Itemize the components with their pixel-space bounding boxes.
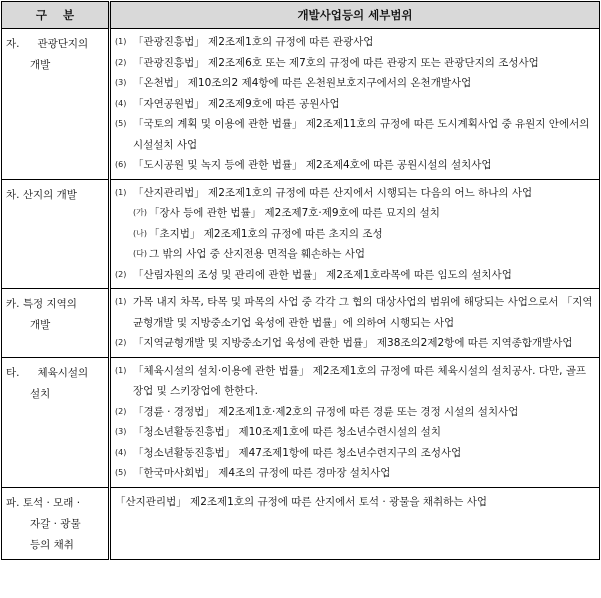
- item-number: (1): [115, 297, 127, 306]
- list-item: [115, 94, 595, 115]
- category-letter: 차.: [6, 188, 20, 201]
- list-item: [115, 443, 595, 464]
- category-label: 특정 지역의: [22, 298, 77, 310]
- list-item: [115, 402, 595, 423]
- category-label: 산지의 개발: [22, 188, 77, 201]
- category-cell: [2, 29, 110, 180]
- category-letter: 타.: [6, 366, 20, 379]
- item-number: (2): [115, 57, 127, 67]
- item-text: 「도시공원 및 녹지 등에 관한 법률」 제2조제4호에 따른 공원시설의 설치사업: [133, 159, 492, 171]
- category-cell: [2, 179, 110, 289]
- item-number: (2): [115, 338, 127, 347]
- item-number: (2): [115, 269, 127, 279]
- header-scope: 개발사업등의 세부범위: [110, 2, 600, 29]
- item-text: 「국토의 계획 및 이용에 관한 법률」 제2조제11호의 규정에 따른 도시계획사업 중 유원지 안에서의 시설설치 사업: [133, 118, 590, 151]
- item-text: 「체육시설의 설치·이용에 관한 법률」 제2조제1호의 규정에 따른 체육시설의 설치공사. 다만, 골프장업 및 스키장업에 한한다.: [133, 364, 587, 397]
- category-label-cont: 설치: [30, 387, 51, 400]
- item-text: 「산림자원의 조성 및 관리에 관한 법률」 제2조제1호라목에 따른 임도의 설치사업: [133, 268, 512, 281]
- scope-text: 「산지관리법」 제2조제1호의 규정에 따른 산지에서 토석 · 광물을 채취하는 사업: [115, 495, 488, 508]
- scope-cell: [110, 289, 600, 358]
- header-category: 구 분: [2, 2, 110, 29]
- item-text: 가목 내지 차목, 타목 및 파목의 사업 중 각각 그 협의 대상사업의 범위에 해당되는 사업으로서 「지역균형개발 및 지방중소기업 육성에 관한 법률」에 의하여 시행되는 사업: [133, 296, 593, 329]
- category-label-cont: 등의 채취: [30, 538, 74, 551]
- category-cell: [2, 487, 110, 559]
- list-item: [115, 155, 595, 176]
- table-row: [2, 179, 600, 289]
- development-scope-table: [1, 1, 600, 560]
- item-number: (5): [115, 119, 127, 128]
- item-text: 「한국마사회법」 제4조의 규정에 따른 경마장 설치사업: [133, 467, 391, 479]
- list-item: [115, 73, 595, 94]
- item-number: (2): [115, 406, 127, 416]
- category-label-cont: 개발: [30, 59, 51, 71]
- item-number: (나): [133, 228, 147, 238]
- category-cell: [2, 289, 110, 358]
- item-text: 「관광진흥법」 제2조제1호의 규정에 따른 관광사업: [133, 36, 374, 48]
- list-item: [115, 463, 595, 484]
- item-number: (3): [115, 78, 127, 87]
- item-number: (6): [115, 160, 127, 169]
- item-text: 「초지법」 제2조제1호의 규정에 따른 초지의 조성: [149, 227, 383, 240]
- item-number: (3): [115, 427, 127, 436]
- item-number: (5): [115, 468, 127, 477]
- list-item: [115, 265, 595, 286]
- sub-list-item: [115, 224, 595, 245]
- category-label: 체육시설의: [37, 366, 89, 379]
- list-item: [115, 114, 595, 155]
- item-text: 「경륜 · 경정법」 제2조제1호·제2호의 규정에 따른 경륜 또는 경정 시설의 설치사업: [133, 405, 519, 418]
- table-row: [2, 357, 600, 487]
- list-item: [115, 53, 595, 74]
- item-number: (가): [133, 208, 147, 217]
- category-label-cont: 개발: [30, 319, 51, 331]
- list-item: [115, 292, 595, 333]
- scope-cell: [110, 357, 600, 487]
- item-text: 「청소년활동진흥법」 제47조제1항에 따른 청소년수련지구의 조성사업: [133, 446, 462, 459]
- category-letter: 카.: [6, 298, 20, 310]
- table-row: [2, 289, 600, 358]
- category-label-cont: 자갈 · 광물: [30, 517, 81, 530]
- list-item: [115, 32, 595, 53]
- header-row: [2, 2, 600, 29]
- item-text: 「온천법」 제10조의2 제4항에 따른 온천원보호지구에서의 온천개발사업: [133, 77, 472, 89]
- item-number: (4): [115, 447, 127, 457]
- item-text: 「청소년활동진흥법」 제10조제1호에 따른 청소년수련시설의 설치: [133, 426, 441, 438]
- table-row: [2, 29, 600, 180]
- item-number: (4): [115, 98, 127, 108]
- item-text: 「장사 등에 관한 법률」 제2조제7호·제9호에 따른 묘지의 설치: [149, 207, 440, 219]
- item-number: (1): [115, 37, 127, 46]
- scope-cell: [110, 487, 600, 559]
- item-number: (1): [115, 187, 127, 197]
- item-number: (다): [133, 249, 147, 258]
- category-cell: [2, 357, 110, 487]
- item-number: (1): [115, 365, 127, 375]
- category-letter: 자.: [6, 38, 20, 50]
- list-item: [115, 183, 595, 204]
- category-label: 관광단지의: [37, 38, 89, 50]
- list-item: [115, 333, 595, 354]
- item-text: 「자연공원법」 제2조제9호에 따른 공원사업: [133, 97, 340, 110]
- scope-cell: [110, 179, 600, 289]
- scope-cell: [110, 29, 600, 180]
- category-label: 토석 · 모래 ·: [22, 496, 81, 509]
- item-text: 「지역균형개발 및 지방중소기업 육성에 관한 법률」 제38조의2제2항에 따른 지역종합개발사업: [133, 337, 573, 349]
- item-text: 「관광진흥법」 제2조제6호 또는 제7호의 규정에 따른 관광지 또는 관광단지의 조성사업: [133, 56, 539, 69]
- sub-list-item: [115, 244, 595, 265]
- list-item: [115, 361, 595, 402]
- list-item: [115, 422, 595, 443]
- table-row: [2, 487, 600, 559]
- sub-list-item: [115, 203, 595, 224]
- item-text: 「산지관리법」 제2조제1호의 규정에 따른 산지에서 시행되는 다음의 어느 하나의 사업: [133, 186, 533, 199]
- category-letter: 파.: [6, 496, 20, 509]
- item-text: 그 밖의 사업 중 산지전용 면적을 훼손하는 사업: [149, 248, 366, 260]
